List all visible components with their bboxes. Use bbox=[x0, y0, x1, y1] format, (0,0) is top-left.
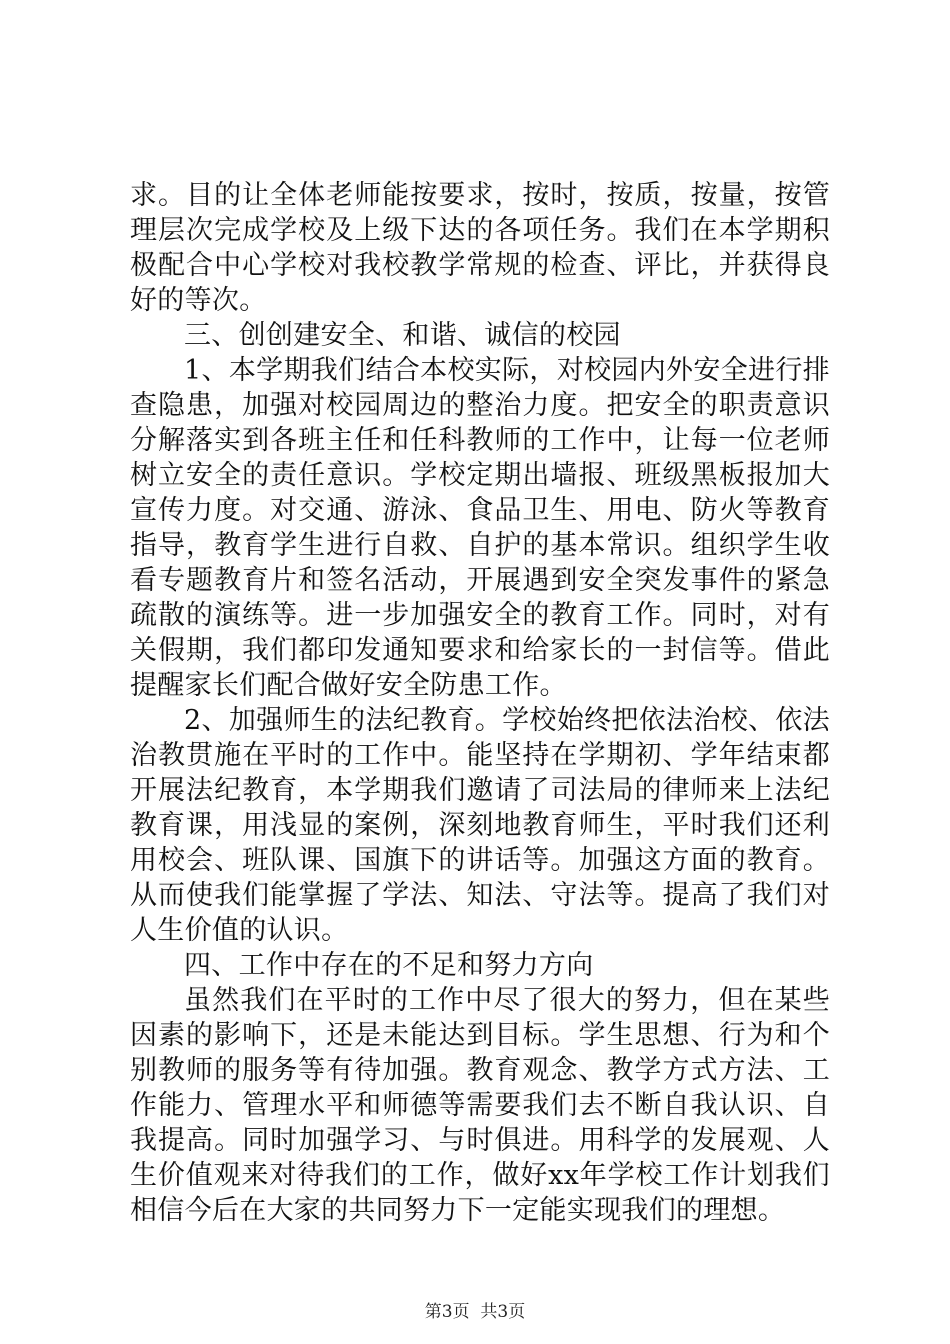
section-heading: 四、工作中存在的不足和努力方向 bbox=[184, 950, 594, 981]
body-paragraph: 求。目的让全体老师能按要求，按时，按质，按量，按管理层次完成学校及上级下达的各项任务。我们在本学期积极配合中心学校对我校教学常规的检查、评比，并获得良好的等次。 bbox=[130, 180, 830, 316]
document-body bbox=[130, 178, 830, 1228]
body-paragraph: 虽然我们在平时的工作中尽了很大的努力，但在某些因素的影响下，还是未能达到目标。学生思想、行为和个别教师的服务等有待加强。教育观念、教学方式方法、工作能力、管理水平和师德等需要我们去不断自我认识、自我提高。同时加强学习、与时俱进。用科学的发展观、人生价值观来对待我们的工作，做好xx年学校工作计划我们相信今后在大家的共同努力下一定能实现我们的理想。 bbox=[130, 985, 830, 1226]
page-footer: 第3页 共3页 bbox=[424, 1302, 526, 1322]
body-paragraph: 2、加强师生的法纪教育。学校始终把依法治校、依法治教贯施在平时的工作中。能坚持在学期初、学年结束都开展法纪教育，本学期我们邀请了司法局的律师来上法纪教育课，用浅显的案例，深刻地教育师生，平时我们还利用校会、班队课、国旗下的讲话等。加强这方面的教育。从而使我们能掌握了学法、知法、守法等。提高了我们对人生价值的认识。 bbox=[130, 705, 830, 946]
section-heading: 三、创创建安全、和谐、诚信的校园 bbox=[184, 320, 621, 351]
body-paragraph: 1、本学期我们结合本校实际，对校园内外安全进行排查隐患，加强对校园周边的整治力度。把安全的职责意识分解落实到各班主任和任科教师的工作中，让每一位老师树立安全的责任意识。学校定期出墙报、班级黑板报加大宣传力度。对交通、游泳、食品卫生、用电、防火等教育指导，教育学生进行自救、自护的基本常识。组织学生收看专题教育片和签名活动，开展遇到安全突发事件的紧急疏散的演练等。进一步加强安全的教育工作。同时，对有关假期，我们都印发通知要求和给家长的一封信等。借此提醒家长们配合做好安全防患工作。 bbox=[130, 355, 830, 701]
